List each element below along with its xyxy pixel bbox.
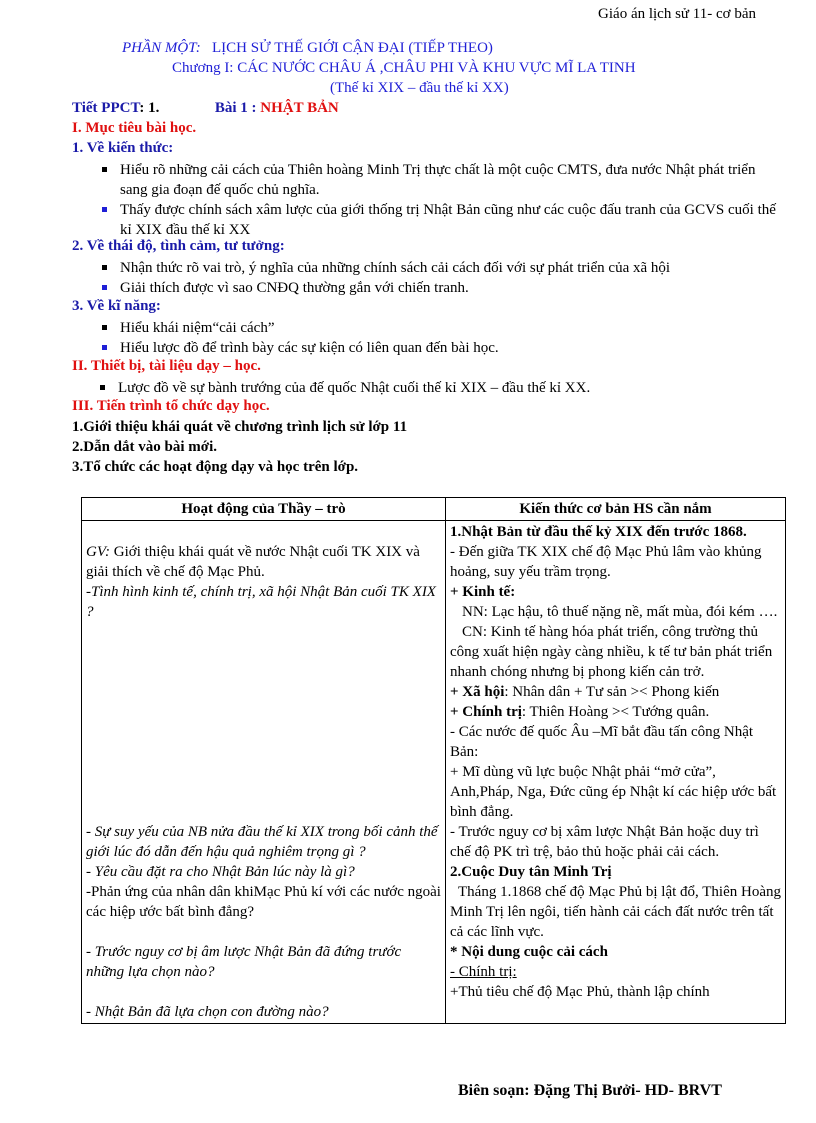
- paragraph: Tháng 1.1868 chế độ Mạc Phủ bị lật đổ, Thiên Hoàng Minh Trị lên ngôi, tiến hành cải cách đất nước trên tất cả các lĩnh vực.: [450, 884, 781, 940]
- paragraph: - Trước nguy cơ bị xâm lược Nhật Bản hoặc duy trì chế độ PK trì trệ, bảo thủ hoặc phải cải cách.: [450, 824, 759, 860]
- section-objectives: I. Mục tiêu bài học.: [72, 120, 197, 136]
- bullet-icon: [102, 207, 107, 212]
- table-row: [82, 521, 786, 1024]
- paragraph: + Mĩ dùng vũ lực buộc Nhật phải “mở cửa”, Anh,Pháp, Nga, Đức cũng ép Nhật kí các hiệp ước bất bình đẳng.: [450, 764, 777, 820]
- part-label: PHẦN MỘT:: [122, 40, 201, 56]
- bullet-icon: [102, 325, 107, 330]
- lesson-line: [72, 100, 339, 117]
- list-item: Hiểu lược đồ để trình bày các sự kiện có liên quan đến bài học.: [102, 338, 782, 358]
- document-header: Giáo án lịch sử 11- cơ bản: [598, 6, 756, 22]
- paragraph: +Thủ tiêu chế độ Mạc Phủ, thành lập chính: [450, 984, 710, 1000]
- question: - Nhật Bản đã lựa chọn con đường nào?: [86, 1004, 329, 1020]
- part-title: [122, 40, 493, 57]
- industry-text: CN: Kinh tế hàng hóa phát triển, công trường thủ công xuất hiện ngày càng nhiều, k tế tư bản phát triển nhanh chóng nhưng bị phong kiến cản trở.: [450, 624, 773, 680]
- bullet-icon: [100, 385, 105, 390]
- teacher-activities: [82, 521, 446, 1024]
- list-item: Hiểu khái niệm“cải cách”: [102, 318, 782, 338]
- gv-intro: GV: Giới thiệu khái quát về nước Nhật cuối TK XIX và giải thích về chế độ Mạc Phủ.: [86, 544, 420, 580]
- bai-label: Bài 1 :: [214, 100, 257, 116]
- list-item: Thấy được chính sách xâm lược của giới thống trị Nhật Bản cũng như các cuộc đấu tranh của GCVS cuối thế kỉ XIX đầu thế kỉ XX: [102, 200, 782, 240]
- bullet-icon: [102, 285, 107, 290]
- lesson-table: [81, 497, 786, 1024]
- lesson-name: NHẬT BẢN: [260, 100, 339, 116]
- question: -Phản ứng của nhân dân khiMạc Phủ kí với các nước ngoài các hiệp ước bất bình đẳng?: [86, 884, 441, 920]
- section-knowledge: 1. Về kiến thức:: [72, 140, 174, 156]
- bullet-icon: [102, 167, 107, 172]
- step-3: 3.Tổ chức các hoạt động dạy và học trên lớp.: [72, 459, 359, 475]
- question: - Trước nguy cơ bị âm lược Nhật Bản đã đứng trước những lựa chọn nào?: [86, 944, 402, 980]
- table-header-knowledge: Kiến thức cơ bản HS cần nắm: [446, 498, 786, 521]
- politics-heading: - Chính trị:: [450, 964, 517, 980]
- section-skills: 3. Về kĩ năng:: [72, 298, 161, 314]
- table-header-teacher: Hoạt động của Thầy – trò: [82, 498, 446, 521]
- knowledge-list: [102, 160, 782, 240]
- section-attitude: 2. Về thái độ, tình cảm, tư tưởng:: [72, 238, 285, 254]
- question: - Yêu cầu đặt ra cho Nhật Bản lúc này là gì?: [86, 864, 355, 880]
- part-text: LỊCH SỬ THẾ GIỚI CẬN ĐẠI (TIẾP THEO): [212, 40, 493, 56]
- paragraph: - Đến giữa TK XIX chế độ Mạc Phủ lâm vào khủng hoảng, suy yếu trầm trọng.: [450, 544, 762, 580]
- question: -Tình hình kinh tế, chính trị, xã hội Nhật Bản cuối TK XIX ?: [86, 584, 436, 620]
- skills-list: [102, 318, 782, 358]
- agriculture-text: NN: Lạc hậu, tô thuế nặng nề, mất mùa, đói kém ….: [462, 604, 778, 620]
- question: - Sự suy yếu của NB nửa đầu thế kỉ XIX trong bối cảnh thế giới lúc đó dẫn đến hậu quả nghiêm trọng gì ?: [86, 824, 438, 860]
- economy-label: + Kinh tế:: [450, 584, 516, 600]
- paragraph: - Các nước đế quốc Âu –Mĩ bắt đầu tấn công Nhật Bản:: [450, 724, 754, 760]
- attitude-list: [102, 258, 782, 298]
- section-equipment: II. Thiết bị, tài liệu dạy – học.: [72, 358, 261, 374]
- step-2: 2.Dẫn dắt vào bài mới.: [72, 439, 217, 455]
- section-procedure: III. Tiến trình tổ chức dạy học.: [72, 398, 270, 414]
- bullet-icon: [102, 345, 107, 350]
- society-line: + Xã hội: Nhân dân + Tư sản >< Phong kiến: [450, 684, 720, 700]
- table-header-row: [82, 498, 786, 521]
- knowledge-content: [446, 521, 786, 1024]
- heading-1: 1.Nhật Bản từ đầu thế kỷ XIX đến trước 1868.: [450, 524, 747, 540]
- list-item: Lược đồ về sự bành trướng của đế quốc Nhật cuối thế kỉ XIX – đầu thế kỉ XX.: [100, 378, 780, 398]
- chapter-title: Chương I: CÁC NƯỚC CHÂU Á ,CHÂU PHI VÀ KHU VỰC MĨ LA TINH: [172, 60, 636, 76]
- footer-author: Biên soạn: Đặng Thị Bưởi- HD- BRVT: [458, 1082, 722, 1099]
- step-1: 1.Giới thiệu khái quát về chương trình lịch sử lớp 11: [72, 419, 408, 435]
- bullet-icon: [102, 265, 107, 270]
- politics-line: + Chính trị: Thiên Hoàng >< Tướng quân.: [450, 704, 710, 720]
- heading-3: * Nội dung cuộc cải cách: [450, 944, 608, 960]
- list-item: Nhận thức rõ vai trò, ý nghĩa của những chính sách cải cách đối với sự phát triển của xã hội: [102, 258, 782, 278]
- tiet-label: Tiết PPCT: [72, 100, 140, 116]
- equipment-list: [100, 378, 780, 398]
- list-item: Giải thích được vì sao CNĐQ thường gắn với chiến tranh.: [102, 278, 782, 298]
- heading-2: 2.Cuộc Duy tân Minh Trị: [450, 864, 612, 880]
- tiet-number: : 1.: [139, 100, 160, 116]
- list-item: Hiểu rõ những cải cách của Thiên hoàng Minh Trị thực chất là một cuộc CMTS, đưa nước Nhật phát triển sang gia đoạn đế quốc chủ nghĩa.: [102, 160, 782, 200]
- chapter-subtitle: (Thế kỉ XIX – đầu thế kỉ XX): [330, 80, 509, 96]
